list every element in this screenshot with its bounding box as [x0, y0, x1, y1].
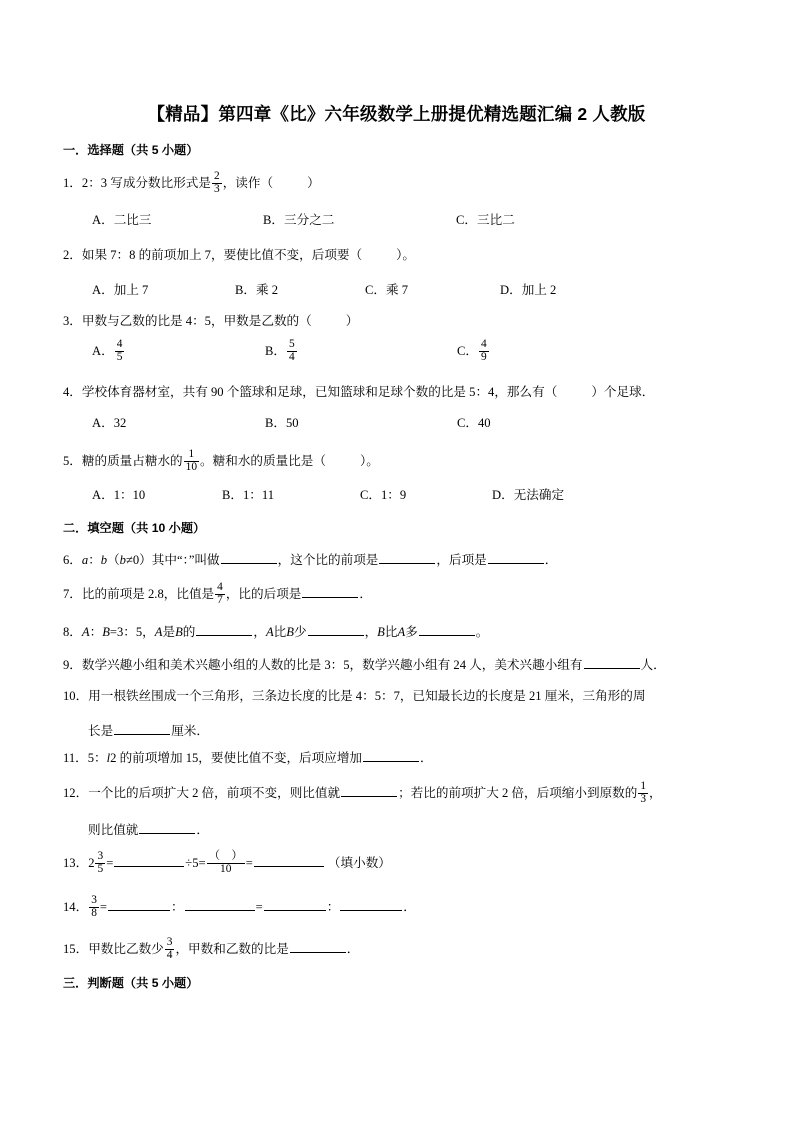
question-6-text-3: ，这个比的前项是	[277, 552, 379, 567]
answer-blank[interactable]	[221, 550, 277, 564]
question-4-number: 4．	[63, 385, 82, 399]
question-13-fraction-2	[207, 851, 245, 876]
question-6-text-5: ．	[544, 552, 558, 567]
question-5	[63, 447, 379, 475]
fraction-denominator: 5	[116, 350, 123, 363]
question-12-number: 12．	[63, 785, 89, 800]
question-7	[63, 580, 372, 608]
option-4-C[interactable]	[457, 415, 491, 432]
answer-blank[interactable]	[108, 897, 170, 911]
option-text: 乘 2	[256, 283, 279, 297]
question-4-options	[0, 415, 793, 432]
option-text: 加上 7	[113, 283, 149, 297]
option-label: B．	[265, 343, 286, 358]
question-6-text-2: “：”叫做	[176, 552, 220, 567]
question-11-number: 11．	[63, 750, 88, 765]
question-6-number: 6．	[63, 552, 82, 567]
question-9-text-a: 数学兴趣小组和美术兴趣小组的人数的比是 3：5，数学兴趣小组有 24 人，美术兴趣小组有	[81, 657, 583, 672]
fraction-numerator: 4	[481, 337, 487, 350]
question-9	[63, 655, 666, 674]
option-4-A[interactable]	[92, 415, 126, 432]
question-1-number: 1．	[63, 175, 82, 190]
question-7-number: 7．	[63, 586, 82, 601]
question-10-line2	[88, 721, 209, 740]
question-3-text-end: ）	[345, 314, 359, 328]
answer-blank[interactable]	[379, 550, 435, 564]
option-2-C[interactable]	[365, 282, 408, 299]
colon-1: ：	[171, 899, 184, 914]
option-2-A[interactable]	[92, 282, 148, 299]
question-5-number: 5．	[63, 453, 82, 468]
question-3-options	[0, 337, 793, 370]
answer-blank[interactable]	[196, 622, 252, 636]
answer-blank[interactable]	[139, 820, 195, 834]
question-10-number: 10．	[63, 689, 89, 703]
variable-A: A	[397, 624, 406, 639]
answer-blank[interactable]	[584, 655, 640, 669]
option-label: B．	[263, 213, 284, 227]
variable-A: A	[154, 624, 163, 639]
option-label: A．	[92, 283, 114, 297]
question-5-text-a: 糖的质量占糖水的	[81, 453, 183, 468]
option-2-D[interactable]	[500, 282, 556, 299]
page-title: 【精品】第四章《比》六年级数学上册提优精选题汇编 2 人教版	[147, 104, 646, 124]
option-label: D．	[492, 488, 514, 502]
variable-B: B	[286, 624, 294, 639]
option-text: 三比二	[477, 213, 515, 227]
question-8-text-10: 。	[475, 624, 489, 639]
answer-blank[interactable]	[340, 897, 402, 911]
question-5-text-b: 。糖和水的质量比是（	[200, 453, 326, 468]
variable-b: b	[100, 552, 108, 567]
question-3	[63, 313, 358, 330]
option-label: B．	[265, 416, 286, 430]
question-14-end: ．	[403, 899, 416, 914]
answer-blank[interactable]	[264, 897, 326, 911]
option-text: 1：10	[113, 488, 146, 502]
option-text: 32	[113, 416, 127, 430]
fraction-numerator: 1	[188, 447, 195, 460]
question-10-text-c: 厘米．	[171, 723, 209, 738]
fraction-denominator: 8	[91, 906, 97, 919]
question-8-text-2: 是	[162, 624, 176, 639]
option-5-A[interactable]	[92, 487, 145, 504]
option-text: 加上 2	[521, 283, 557, 297]
option-1-A[interactable]	[92, 212, 151, 229]
option-2-B[interactable]	[235, 282, 278, 299]
question-8-text-1: =3：5，	[109, 624, 155, 639]
question-3-text: 甲数与乙数的比是 4：5，甲数是乙数的（	[81, 314, 312, 328]
fraction-numerator: 1	[640, 779, 647, 792]
question-15	[63, 935, 360, 963]
question-2-number: 2．	[63, 248, 82, 262]
question-1	[63, 169, 320, 197]
fraction-denominator: 7	[217, 593, 223, 606]
question-8-text-8: 比	[384, 624, 398, 639]
question-1-text-c: ）	[307, 175, 320, 190]
question-8-text-7: ，	[364, 624, 378, 639]
question-8-text-4: ，	[253, 624, 266, 639]
option-label: C．	[457, 416, 478, 430]
option-label: B．	[222, 488, 243, 502]
variable-B: B	[377, 624, 385, 639]
variable-b2: b	[119, 552, 126, 567]
option-3-B[interactable]	[265, 337, 298, 365]
fraction-denominator: 3	[640, 792, 647, 805]
question-14	[63, 893, 416, 921]
question-6-text-4: ，后项是	[436, 552, 487, 567]
fraction-denominator: 5	[97, 862, 104, 875]
question-4	[63, 384, 654, 401]
question-11	[63, 748, 433, 767]
fraction-numerator: 3	[166, 935, 173, 948]
question-12-line2	[88, 820, 209, 839]
question-1-options	[0, 212, 793, 229]
variable-B: B	[175, 624, 183, 639]
question-10-text-a: 用一根铁丝围成一个三角形，三条边长度的比是 4：5：7，已知最长边的长度是 21 厘米，三角形的周	[88, 689, 646, 703]
question-9-number: 9．	[63, 657, 82, 672]
question-12-text-b: ；若比的前项扩大 2 倍，后项缩小到原数的	[398, 785, 638, 800]
question-5-fraction	[184, 449, 199, 474]
fraction-numerator: 2	[213, 169, 220, 182]
fraction-denominator: 4	[166, 948, 173, 961]
fraction-numerator: 4	[116, 337, 123, 350]
fraction-denominator: 3	[213, 182, 220, 195]
question-7-text-b: ，比的后项是	[225, 586, 302, 601]
option-text: 无法确定	[513, 488, 565, 502]
option-label: C．	[456, 213, 477, 227]
fraction-numerator: 3	[91, 893, 97, 906]
question-13-note: （填小数）	[327, 855, 391, 870]
section-heading-truefalse: 三．判断题（共 5 小题）	[63, 976, 199, 990]
answer-blank[interactable]	[185, 897, 255, 911]
answer-blank[interactable]	[419, 622, 475, 636]
section-heading-fill: 二．填空题（共 10 小题）	[63, 521, 206, 535]
option-1-B[interactable]	[263, 212, 334, 229]
answer-blank[interactable]	[363, 748, 419, 762]
fraction-denominator: 9	[481, 350, 487, 363]
question-11-italic-l: l	[106, 750, 111, 765]
option-1-C[interactable]	[456, 212, 515, 229]
equals-1: =	[106, 855, 114, 870]
option-3-A[interactable]	[92, 337, 125, 365]
option-5-C[interactable]	[360, 487, 406, 504]
question-8-text-6: 少	[293, 624, 307, 639]
question-13-divide: ÷5=	[185, 855, 206, 870]
question-2	[63, 247, 415, 264]
option-text: 1：11	[243, 488, 275, 502]
option-fraction	[479, 339, 489, 364]
question-10	[63, 688, 645, 705]
question-10-text-b: 长是	[88, 723, 114, 738]
fraction-denominator: 4	[289, 350, 295, 363]
question-5-text-c: ）。	[359, 453, 379, 468]
equals-1: =	[99, 899, 107, 914]
question-4-text-end: ）个足球．	[591, 385, 655, 399]
question-12-text-d: 则比值就	[88, 822, 139, 837]
option-label: C．	[457, 343, 478, 358]
fraction-numerator: 4	[217, 580, 223, 593]
open-paren: （	[107, 552, 120, 567]
question-12-text-c: ，	[649, 785, 662, 800]
option-fraction	[287, 339, 297, 364]
colon-symbol: ：	[88, 552, 101, 567]
question-6-text-1: ≠0）其中	[125, 552, 177, 567]
question-2-options	[0, 282, 793, 299]
option-text: 50	[286, 416, 299, 430]
colon-2: ：	[326, 899, 340, 914]
question-1-text-b: ，读作（	[222, 175, 274, 190]
question-12-text-a: 一个比的后项扩大 2 倍，前项不变，则比值就	[88, 785, 341, 800]
question-9-text-b: 人．	[640, 657, 666, 672]
option-label: C．	[365, 283, 386, 297]
question-12-text-e: ．	[196, 822, 209, 837]
question-1-text-a: 2：3 写成分数比形式是	[81, 175, 211, 190]
option-text: 三分之二	[284, 213, 335, 227]
question-7-fraction	[215, 582, 225, 607]
question-11-text-a: 5：	[87, 750, 107, 765]
answer-blank[interactable]	[254, 853, 324, 867]
option-text: 乘 7	[386, 283, 409, 297]
variable-A: A	[265, 624, 274, 639]
question-8-text-5: 比	[273, 624, 287, 639]
colon-symbol: ：	[89, 624, 103, 639]
variable-a: a	[81, 552, 89, 567]
section-heading-choice: 一．选择题（共 5 小题）	[63, 143, 199, 157]
answer-blank[interactable]	[114, 721, 170, 735]
question-15-fraction	[165, 937, 175, 962]
question-14-fraction	[89, 895, 99, 920]
option-4-B[interactable]	[265, 415, 299, 432]
question-14-number: 14．	[63, 899, 89, 914]
question-13-fraction	[95, 851, 105, 876]
variable-B: B	[102, 624, 110, 639]
question-2-text-end: ）。	[396, 248, 415, 262]
question-15-text-c: ．	[346, 941, 360, 956]
fraction-numerator: 3	[97, 849, 104, 862]
question-11-text-c: ．	[420, 750, 433, 765]
answer-blank[interactable]	[302, 584, 358, 598]
option-5-B[interactable]	[222, 487, 274, 504]
question-2-text: 如果 7：8 的前项加上 7，要使比值不变，后项要（	[81, 248, 363, 262]
question-12	[63, 779, 662, 807]
question-7-text-a: 比的前项是 2.8，比值是	[81, 586, 215, 601]
option-label: A．	[92, 488, 114, 502]
question-13-number: 13．	[63, 855, 89, 870]
option-label: A．	[92, 416, 114, 430]
question-8-text-3: 的	[182, 624, 196, 639]
option-label: C．	[360, 488, 381, 502]
option-text: 40	[478, 416, 491, 430]
question-15-text-a: 甲数比乙数少	[88, 941, 164, 956]
answer-blank[interactable]	[341, 783, 397, 797]
option-text: 二比三	[113, 213, 152, 227]
fraction-numerator-blank[interactable]: （ ）	[208, 849, 243, 862]
option-5-D[interactable]	[492, 487, 564, 504]
question-8-text-9: 多	[405, 624, 418, 639]
fraction-numerator: 5	[289, 337, 295, 350]
option-3-C[interactable]	[457, 337, 490, 365]
question-11-text-b: 2 的前项增加 15，要使比值不变，后项应增加	[110, 750, 362, 765]
question-15-number: 15．	[63, 941, 89, 956]
question-7-text-c: ．	[359, 586, 372, 601]
question-5-options	[0, 487, 793, 504]
question-8-number: 8．	[63, 624, 82, 639]
fraction-denominator: 10	[207, 863, 245, 876]
option-label: A．	[92, 213, 114, 227]
question-13-whole: 2	[88, 855, 95, 870]
answer-blank[interactable]	[308, 622, 364, 636]
option-fraction	[115, 339, 125, 364]
question-12-fraction	[638, 781, 648, 806]
question-1-fraction	[212, 171, 222, 196]
answer-blank[interactable]	[488, 550, 544, 564]
question-13	[63, 849, 391, 877]
answer-blank[interactable]	[114, 853, 184, 867]
option-label: A．	[92, 343, 114, 358]
question-4-text: 学校体育器材室，共有 90 个篮球和足球，已知篮球和足球个数的比是 5：4，那么有（	[81, 385, 558, 399]
question-8	[63, 622, 488, 641]
equals-2: =	[245, 855, 253, 870]
option-label: D．	[500, 283, 522, 297]
answer-blank[interactable]	[290, 939, 346, 953]
question-6	[63, 550, 557, 569]
variable-A: A	[81, 624, 90, 639]
question-15-text-b: ，甲数和乙数的比是	[175, 941, 289, 956]
option-label: B．	[235, 283, 256, 297]
equals-2: =	[255, 899, 263, 914]
option-text: 1：9	[381, 488, 407, 502]
question-3-number: 3．	[63, 314, 82, 328]
fraction-denominator: 10	[185, 460, 198, 473]
